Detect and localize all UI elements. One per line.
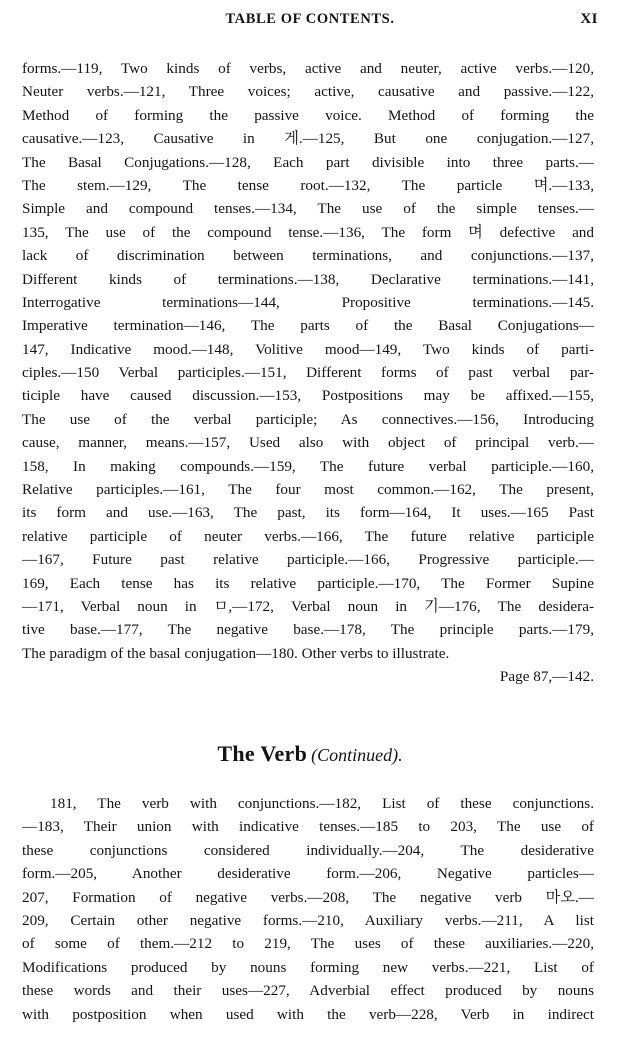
toc-line: The use of the verbal participle; As connectives.—156, Introducing	[22, 410, 594, 428]
toc-block-first	[22, 57, 594, 689]
toc-line: its form and use.—163, The past, its form—164, It uses.—165 Past	[22, 504, 594, 522]
toc-line: relative participle of neuter verbs.—166, The future relative participle	[22, 527, 594, 545]
toc-line: with postposition when used with the verb—228, Verb in indirect	[22, 1005, 594, 1023]
toc-line: Relative participles.—161, The four most common.—162, The present,	[22, 481, 594, 499]
running-head-title: TABLE OF CONTENTS.	[225, 11, 395, 27]
toc-line: Neuter verbs.—121, Three voices; active, causative and passive.—122,	[22, 83, 594, 101]
toc-line: 209, Certain other negative forms.—210, Auxiliary verbs.—211, A list	[22, 911, 594, 929]
toc-line: Modifications produced by nouns forming new verbs.—221, List of	[22, 958, 594, 976]
toc-line: causative.—123, Causative in 게.—125, But one conjugation.—127,	[22, 130, 594, 148]
toc-line: tive base.—177, The negative base.—178, The principle parts.—179,	[22, 621, 594, 639]
toc-line: these words and their uses—227, Adverbial effect produced by nouns	[22, 982, 594, 1000]
section-heading	[0, 741, 620, 767]
toc-line: 169, Each tense has its relative participle.—170, The Former Supine	[22, 574, 594, 592]
toc-line: —171, Verbal noun in ㅁ,—172, Verbal noun in 기—176, The desidera-	[22, 597, 594, 615]
toc-line: 135, The use of the compound tense.—136, The form 며 defective and	[22, 223, 594, 241]
page-number: XI	[580, 11, 598, 27]
toc-line: 181, The verb with conjunctions.—182, List of these conjunctions.	[50, 795, 594, 812]
toc-line: cause, manner, means.—157, Used also with object of principal verb.—	[22, 434, 594, 452]
toc-line: —167, Future past relative participle.—166, Progressive participle.—	[22, 551, 594, 569]
toc-line: The Basal Conjugations.—128, Each part divisible into three parts.—	[22, 153, 594, 171]
toc-line: Imperative termination—146, The parts of the Basal Conjugations—	[22, 317, 594, 335]
toc-line: ticiple have caused discussion.—153, Postpositions may be affixed.—155,	[22, 387, 594, 405]
toc-line: 147, Indicative mood.—148, Volitive mood—149, Two kinds of parti-	[22, 340, 594, 358]
toc-line: lack of discrimination between terminations, and conjunctions.—137,	[22, 247, 594, 265]
section-title: The Verb	[217, 741, 308, 766]
toc-line: 158, In making compounds.—159, The future verbal participle.—160,	[22, 457, 594, 475]
toc-line: Different kinds of terminations.—138, Declarative terminations.—141,	[22, 270, 594, 288]
toc-line: of some of them.—212 to 219, The uses of these auxiliaries.—220,	[22, 935, 594, 953]
page-reference: Page 87,—142.	[499, 668, 594, 686]
toc-line: The stem.—129, The tense root.—132, The particle 며.—133,	[22, 176, 594, 194]
toc-line: The paradigm of the basal conjugation—180. Other verbs to illustrate.	[22, 644, 450, 662]
toc-line: Simple and compound tenses.—134, The use of the simple tenses.—	[22, 200, 594, 218]
running-head	[22, 11, 598, 31]
toc-line: Method of forming the passive voice. Method of forming the	[22, 106, 594, 124]
section-subtitle: (Continued).	[311, 745, 403, 765]
toc-line: ciples.—150 Verbal participles.—151, Different forms of past verbal par-	[22, 364, 594, 382]
toc-block-second	[22, 792, 594, 1026]
toc-line: forms.—119, Two kinds of verbs, active and neuter, active verbs.—120,	[22, 60, 594, 77]
toc-line: Interrogative terminations—144, Propositive terminations.—145.	[22, 293, 594, 311]
toc-line: —183, Their union with indicative tenses.—185 to 203, The use of	[22, 818, 594, 836]
toc-line: 207, Formation of negative verbs.—208, The negative verb 마오.—	[22, 888, 594, 906]
toc-line: these conjunctions considered individually.—204, The desiderative	[22, 841, 594, 859]
toc-line: form.—205, Another desiderative form.—206, Negative particles—	[22, 865, 594, 883]
